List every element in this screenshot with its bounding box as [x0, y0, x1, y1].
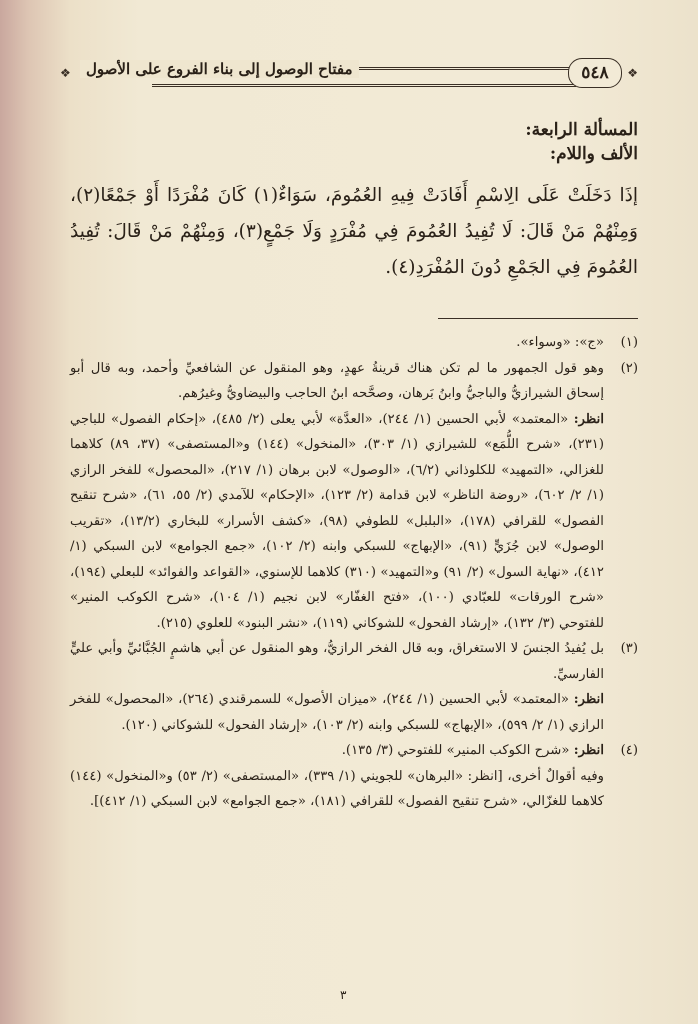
footnote-2 — [70, 356, 638, 637]
footnote-number: (٤) — [620, 743, 638, 758]
footnote-paragraph: وهو قول الجمهور ما لم تكن هناك قرينةُ عهدٍ، وهو المنقول عن الشافعيِّ وأحمد، وبه قال أبو إسحاق الشيرازيُّ والباجيُّ وابنُ بَرهان، وصحَّحه ابنُ الحاجب والبيضاويُّ وغيرُهم. — [70, 360, 604, 401]
page-number: ٥٤٨ — [568, 58, 622, 88]
footnote-1 — [70, 330, 638, 356]
footnote-4 — [70, 738, 638, 815]
footnote-paragraph: «ج»: «وسواء». — [516, 335, 604, 350]
main-text: إذَا دَخَلَتْ عَلَى الِاسْمِ أَفَادَتْ فِيهِ العُمُومَ، سَوَاءٌ(١) كَانَ مُفْرَدًا أَوْ جَمْعًا(٢)، وَمِنْهُمْ مَنْ قَالَ: لَا تُفِيدُ العُمُومَ فِي مُفْرَدٍ وَلَا جَمْعٍ(٣)، وَمِنْهُمْ مَنْ قَالَ: تُفِيدُ العُمُومَ فِي الجَمْعِ دُونَ المُفْرَدِ(٤). — [70, 185, 638, 278]
footnote-paragraph: انظر: «المعتمد» لأبي الحسين (١/ ٢٤٤)، «ميزان الأصول» للسمرقندي (٢٦٤)، «المحصول» للفخر الرازي (١/ ٢/ ٥٩٩)، «الإبهاج» للسبكي وابنه (٢/ ١٠٣)، «إرشاد الفحول» للشوكاني (١٢٠). — [70, 692, 604, 733]
footnote-number: (١) — [620, 335, 638, 350]
ornament-right-icon: ❖ — [627, 66, 638, 80]
footer-mark: ٣ — [340, 988, 347, 1002]
page-header — [60, 56, 638, 90]
footnote-label: انظر: — [573, 411, 604, 427]
footnote-paragraph: بل يُفيدُ الجنسَ لا الاستغراق، وبه قال الفخر الرازيُّ، وهو المنقول عن أبي هاشمٍ الجُبَّائيِّ وأبي عليٍّ الفارسيِّ. — [70, 641, 604, 682]
ornament-left-icon: ❖ — [60, 66, 71, 80]
footnotes — [70, 330, 638, 815]
footnote-divider — [438, 318, 638, 319]
section-heading — [525, 118, 638, 166]
section-title: المسألة الرابعة: — [525, 120, 638, 140]
footnote-number: (٣) — [620, 641, 638, 656]
footnote-3 — [70, 636, 638, 738]
footnote-label: انظر: — [573, 692, 604, 707]
footnote-label: انظر: — [573, 743, 604, 758]
footnote-number: (٢) — [620, 360, 638, 376]
footnote-paragraph: انظر: «المعتمد» لأبي الحسين (١/ ٢٤٤)، «العدَّة» لأبي يعلى (٢/ ٤٨٥)، «إحكام الفصول» للباجي (٢٣١)، «شرح اللُّمَع» للشيرازي (١/ ٣٠٣)، «المنخول» (١٤٤) و«المستصفى» (٣٧، ٨٩) كلاهما للغزالي، «التمهيد» للكلوذاني (٦/٢)، «الوصول» لابن برهان (١/ ٢١٧)، «المحصول» للفخر الرازي (١/ ٢/ ٦٠٢)، «روضة الناظر» لابن قدامة (٢/ ١٢٣)، «الإحكام» للآمدي (٢/ ٥٥، ٦١)، «شرح تنقيح الفصول» للقرافي (١٧٨)، «البلبل» للطوفي (٩٨)، «كشف الأسرار» للبخاري (١٣/٢)، «تقريب الوصول» لابن جُزَيٍّ (٩١)، «الإبهاج» للسبكي وابنه (٢/ ١٠٢)، «جمع الجوامع» لابن السبكي (١/ ٤١٢)، «نهاية السول» (٢/ ٩١) و«التمهيد» (٣١٠) كلاهما للإسنوي، «القواعد والفوائد» للبعلي (١٩٤)، «شرح الورقات» للعبّادي (١٠٠)، «فتح الغفّار» لابن نجيم (١/ ١٠٤)، «شرح الكوكب المنير» للفتوحي (٣/ ١٣٢)، «إرشاد الفحول» للشوكاني (١١٩)، «نشر البنود» للعلوي (٢١٥). — [70, 411, 605, 631]
footnote-paragraph: انظر: «شرح الكوكب المنير» للفتوحي (٣/ ١٣٥). — [341, 743, 604, 758]
book-title: مفتاح الوصول إلى بناء الفروع على الأصول — [80, 60, 359, 78]
section-subtitle: الألف واللام: — [549, 144, 638, 164]
footnote-paragraph: وفيه أقوالٌ أخرى، [انظر: «البرهان» للجويني (١/ ٣٣٩)، «المستصفى» (٢/ ٥٣) و«المنخول» (١٤٤) كلاهما للغزّالي، «شرح تنقيح الفصول» للقرافي (١٨١)، «جمع الجوامع» لابن السبكي (١/ ٤١٢)]. — [70, 768, 605, 809]
